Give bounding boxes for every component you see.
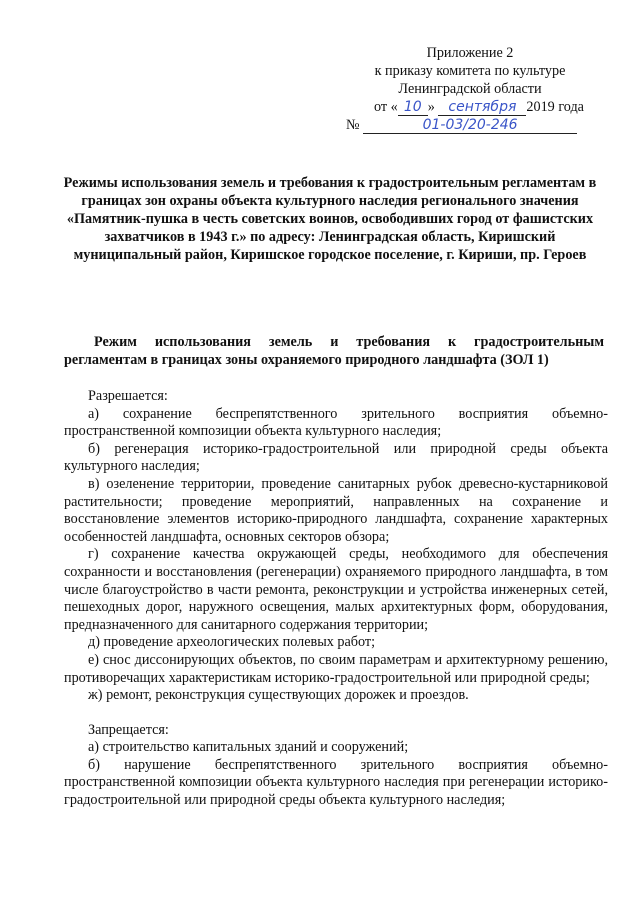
appendix-date [340,98,600,116]
forbidden-heading: Запрещается: [88,721,169,738]
allowed-item: в) озеленение территории, проведение санитарных рубок древесно-кустарниковой растительности; проведение мероприятий, направленных на сохранение и восстановление элементов историко-природного ландшафта, сохранение характерных особенностей ландшафта, основных секторов обзора; [64,475,608,545]
date-year: 2019 года [526,99,584,115]
date-month: сентября [438,100,526,116]
section-gap [64,705,608,722]
allowed-item: е) снос диссонирующих объектов, по своим параметрам и архитектурному решению, противоречащих характеристикам историко-градостроительной или природной среды; [64,651,608,686]
appendix-order-ref: к приказу комитета по культуре [374,63,566,79]
allowed-item: а) сохранение беспрепятственного зрительного восприятия объемно-пространственной композиции объекта культурного наследия; [64,405,608,440]
appendix-region: Ленинградской области [398,81,542,97]
appendix-number [340,116,600,134]
appendix-title: Приложение 2 [426,45,514,61]
forbidden-item: б) нарушение беспрепятственного зрительного восприятия объемно-пространственной композиции объекта культурного наследия при регенерации историко-градостроительной или природной среды объекта культурного наследия; [64,756,608,809]
number-label: № [346,117,360,133]
forbidden-item: а) строительство капитальных зданий и сооружений; [88,739,409,756]
date-day: 10 [398,100,428,116]
allowed-item: д) проведение археологических полевых работ; [88,634,376,651]
allowed-heading: Разрешается: [88,388,168,404]
number-value: 01-03/20-246 [363,118,577,134]
appendix-header [340,44,600,134]
section-title: Режим использования земель и требования к градостроительным регламентам в границах зоны охраняемого природного ландшафта (ЗОЛ 1) [64,334,604,368]
document-body [64,388,608,810]
date-mid: » [427,99,435,115]
date-prefix: от « [374,99,398,115]
allowed-item: ж) ремонт, реконструкция существующих дорожек и проездов. [88,687,469,704]
allowed-item: б) регенерация историко-градостроительной или природной среды объекта культурного наследия; [64,440,608,475]
allowed-item: г) сохранение качества окружающей среды, необходимого для обеспечения сохранности и восстановления (регенерации) охраняемого природного ландшафта, в том числе благоустройство в части ремонта, реконструкции и устройства инженерных сетей, пешеходных дорог, наружного освещения, малых архитектурных форм, оборудования, предназначенного для санитарного содержания территории; [64,546,608,633]
document-title: Режимы использования земель и требования к градостроительным регламентам в границах зон охраны объекта культурного наследия регионального значения «Памятник-пушка в честь советских воинов, освободивших город от фашистских захватчиков в 1943 г.» по адресу: Ленинградская область, Киришский муниципальный район, Киришское городское поселение, г. Кириши, пр. Героев [63,175,597,263]
